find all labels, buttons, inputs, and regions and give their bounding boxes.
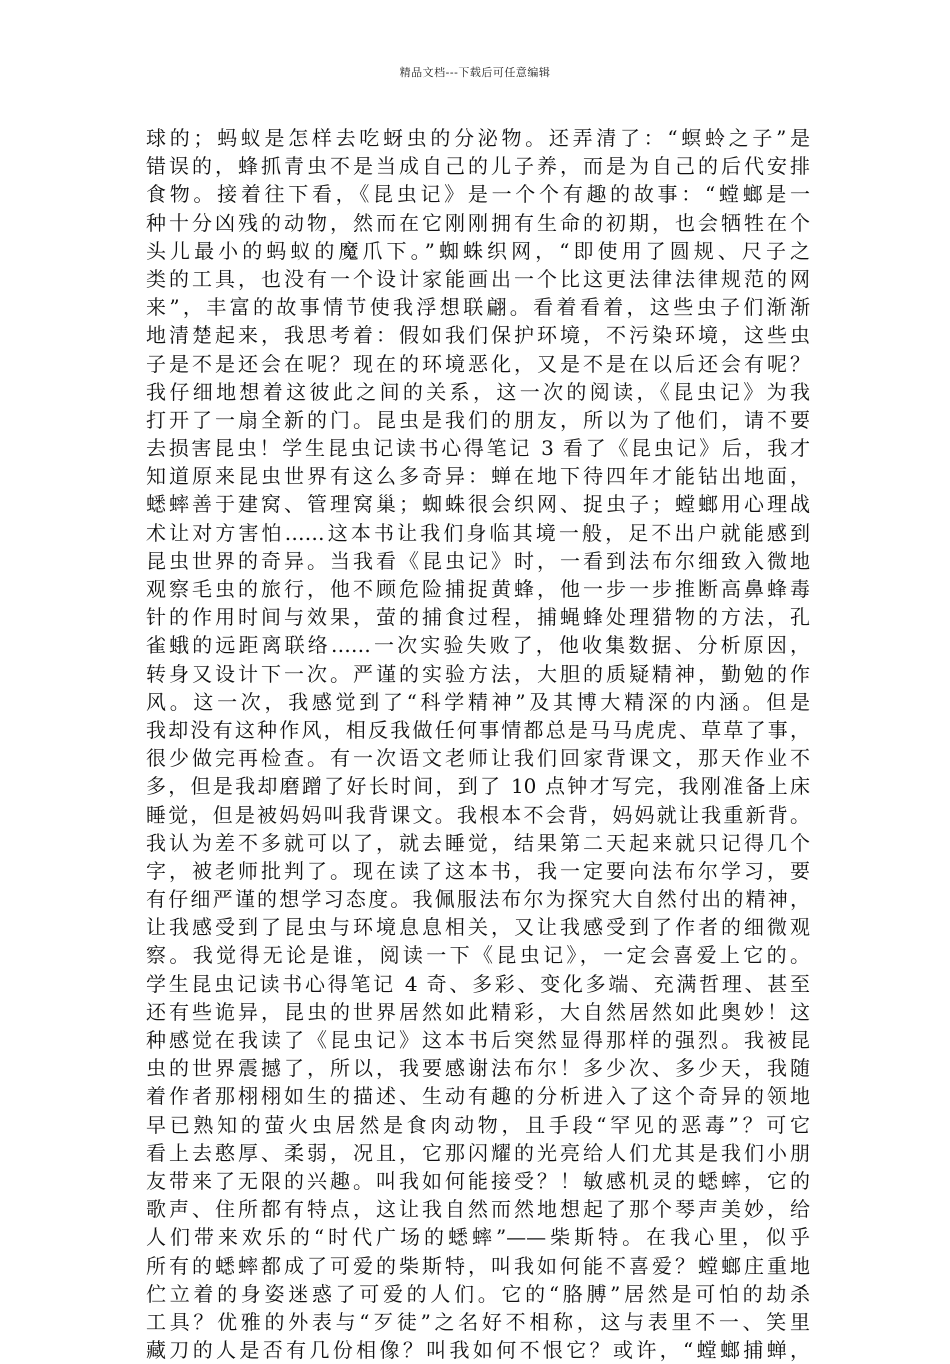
text-line: 地清楚起来，我思考着：假如我们保护环境，不污染环境，这些虫 [146, 323, 810, 348]
text-line: 多，但是我却磨蹭了好长时间，到了 10 点钟才写完，我刚准备上床 [146, 774, 810, 799]
text-line: 工具？优雅的外表与“歹徒”之名好不相称，这与表里不一、笑里 [146, 1309, 810, 1334]
text-line: 转身又设计下一次。严谨的实验方法，大胆的质疑精神，勤勉的作 [146, 661, 810, 686]
text-line: 昆虫世界的奇异。当我看《昆虫记》时，一看到法布尔细致入微地 [146, 548, 810, 573]
document-body [146, 124, 810, 1364]
text-line: 风。这一次，我感觉到了“科学精神”及其博大精深的内涵。但是 [146, 689, 810, 714]
text-line: 球的；蚂蚁是怎样去吃蚜虫的分泌物。还弄清了：“螟蛉之子”是 [146, 126, 810, 150]
text-line: 字，被老师批判了。现在读了这本书，我一定要向法布尔学习，要 [146, 858, 810, 883]
text-line: 我认为差不多就可以了，就去睡觉，结果第二天起来就只记得几个 [146, 830, 810, 855]
text-line: 歌声、住所都有特点，这让我自然而然地想起了那个琴声美妙，给 [146, 1197, 810, 1222]
text-line: 看上去憨厚、柔弱，况且，它那闪耀的光亮给人们尤其是我们小朋 [146, 1140, 810, 1165]
text-line: 类的工具，也没有一个设计家能画出一个比这更法律法律规范的网 [146, 266, 810, 291]
text-line: 所有的蟋蟀都成了可爱的柴斯特，叫我如何能不喜爱？螳螂庄重地 [146, 1253, 810, 1278]
text-line: 伫立着的身姿迷惑了可爱的人们。它的“胳膊”居然是可怕的劫杀 [146, 1281, 810, 1306]
text-line: 藏刀的人是否有几份相像？叫我如何不恨它？或许，“螳螂捕蝉， [146, 1338, 810, 1363]
text-line: 学生昆虫记读书心得笔记 4 奇、多彩、变化多端、充满哲理、甚至 [146, 971, 810, 996]
text-line: 打开了一扇全新的门。昆虫是我们的朋友，所以为了他们，请不要 [146, 407, 810, 432]
text-line: 人们带来欢乐的“时代广场的蟋蟀”——柴斯特。在我心里，似乎 [146, 1225, 810, 1250]
text-line: 早已熟知的萤火虫居然是食肉动物，且手段“罕见的恶毒”？可它 [146, 1112, 810, 1137]
text-line: 种感觉在我读了《昆虫记》这本书后突然显得那样的强烈。我被昆 [146, 1028, 810, 1052]
text-line: 术让对方害怕……这本书让我们身临其境一般，足不出户就能感到 [146, 520, 810, 545]
text-line: 有仔细严谨的想学习态度。我佩服法布尔为探究大自然付出的精神， [146, 887, 810, 912]
text-line: 很少做完再检查。有一次语文老师让我们回家背课文，那天作业不 [146, 746, 810, 771]
text-line: 来”，丰富的故事情节使我浮想联翩。看着看着，这些虫子们渐渐 [146, 295, 810, 320]
text-line: 我仔细地想着这彼此之间的关系，这一次的阅读，《昆虫记》为我 [146, 379, 810, 404]
text-line: 子是不是还会在呢？现在的环境恶化，又是不是在以后还会有呢？ [146, 351, 810, 376]
text-line: 雀蛾的远距离联络……一次实验失败了，他收集数据、分析原因， [146, 633, 810, 658]
page-header: 精品文档---下载后可任意编辑 [399, 66, 551, 79]
text-line: 睡觉，但是被妈妈叫我背课文。我根本不会背，妈妈就让我重新背。 [146, 802, 810, 827]
text-line: 着作者那栩栩如生的描述、生动有趣的分析进入了这个奇异的领地 [146, 1084, 810, 1109]
text-line: 让我感受到了昆虫与环境息息相关，又让我感受到了作者的细微观 [146, 915, 810, 940]
text-line: 种十分凶残的动物，然而在它刚刚拥有生命的初期，也会牺牲在个 [146, 210, 810, 235]
text-line: 针的作用时间与效果，萤的捕食过程，捕蝇蜂处理猎物的方法，孔 [146, 605, 810, 630]
text-line: 我却没有这种作风，相反我做任何事情都总是马马虎虎、草草了事， [146, 717, 810, 742]
text-line: 食物。接着往下看，《昆虫记》是一个个有趣的故事：“螳螂是一 [146, 182, 810, 207]
text-line: 友带来了无限的兴趣。叫我如何能接受？！敏感机灵的蟋蟀，它的 [146, 1168, 810, 1193]
text-line: 察。我觉得无论是谁，阅读一下《昆虫记》，一定会喜爱上它的。 [146, 943, 810, 968]
text-line: 错误的，蜂抓青虫不是当成自己的儿子养，而是为自己的后代安排 [146, 154, 810, 179]
text-line: 虫的世界震撼了，所以，我要感谢法布尔！多少次、多少天，我随 [146, 1056, 810, 1081]
text-line: 蟋蟀善于建窝、管理窝巢；蜘蛛很会织网、捉虫子；螳螂用心理战 [146, 492, 810, 517]
text-line: 头儿最小的蚂蚁的魔爪下。”蜘蛛织网，“即使用了圆规、尺子之 [146, 238, 810, 263]
text-line: 知道原来昆虫世界有这么多奇异：蝉在地下待四年才能钻出地面， [146, 464, 810, 489]
text-line: 观察毛虫的旅行，他不顾危险捕捉黄蜂，他一步一步推断高鼻蜂毒 [146, 577, 810, 601]
text-line: 去损害昆虫！学生昆虫记读书心得笔记 3 看了《昆虫记》后，我才 [146, 436, 810, 461]
text-line: 还有些诡异，昆虫的世界居然如此精彩，大自然居然如此奥妙！这 [146, 999, 810, 1024]
